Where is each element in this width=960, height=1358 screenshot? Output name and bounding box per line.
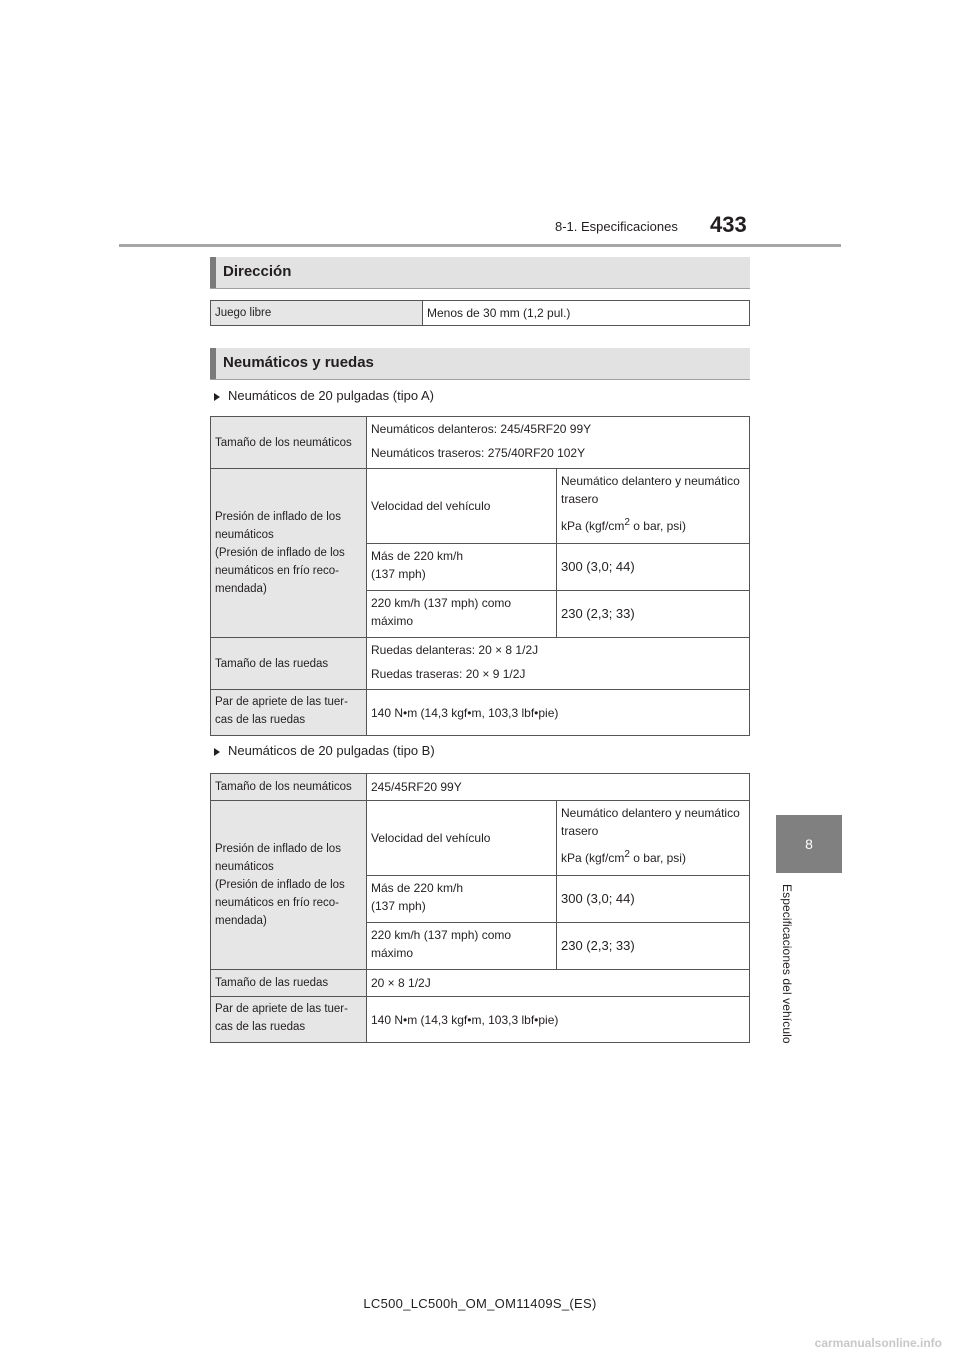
section-label: 8-1. Especificaciones (555, 219, 678, 234)
table-label-cell (211, 690, 367, 736)
torque-label-line: Par de apriete de las tuer- (215, 1003, 348, 1015)
speed-line: máximo (371, 946, 414, 960)
page-number: 433 (710, 212, 747, 237)
table-label-cell: Tamaño de los neumáticos (211, 417, 367, 469)
speed-cell (367, 876, 557, 923)
pressure-label-line: neumáticos en frío reco- (215, 897, 340, 909)
chapter-number: 8 (805, 836, 813, 852)
pressure-cell: 230 (2,3; 33) (557, 591, 750, 638)
tires-table-type-b (210, 773, 750, 1043)
table-row (211, 469, 750, 544)
pressure-label-line: Presión de inflado de los (215, 843, 341, 855)
pressure-cell: 230 (2,3; 33) (557, 923, 750, 970)
table-label-cell (211, 997, 367, 1043)
table-value-cell: 245/45RF20 99Y (367, 774, 750, 801)
table-label-cell: Juego libre (211, 301, 423, 326)
pressure-header-line: trasero (561, 492, 599, 506)
header-divider (119, 244, 841, 247)
bullet-text: Neumáticos de 20 pulgadas (tipo A) (228, 388, 434, 403)
wheel-rear: Ruedas traseras: 20 × 9 1/2J (371, 667, 526, 681)
speed-line: (137 mph) (371, 567, 426, 581)
bullet-triangle-icon (214, 393, 220, 401)
speed-cell (367, 591, 557, 638)
table-row (211, 638, 750, 690)
chapter-tab (776, 815, 842, 873)
speed-line: 220 km/h (137 mph) como (371, 596, 512, 610)
pressure-label-line: (Presión de inflado de los (215, 879, 345, 891)
table-value-cell: 20 × 8 1/2J (367, 970, 750, 997)
pressure-header-cell (557, 469, 750, 544)
heading-accent-bar (210, 348, 216, 379)
pressure-label-line: (Presión de inflado de los (215, 547, 345, 559)
table-value-cell (367, 417, 750, 469)
table-row (211, 690, 750, 736)
heading-title: Neumáticos y ruedas (223, 354, 374, 371)
heading-accent-bar (210, 257, 216, 288)
table-row (211, 801, 750, 876)
table-value-cell: Menos de 30 mm (1,2 pul.) (423, 301, 750, 326)
chapter-title: Especificaciones del vehículo (780, 884, 794, 1044)
bullet-tipo-b (214, 743, 435, 758)
pressure-label-line: neumáticos (215, 861, 274, 873)
table-row (211, 997, 750, 1043)
heading-title: Dirección (223, 263, 292, 280)
watermark: carmanualsonline.info (814, 1336, 942, 1350)
torque-label-line: cas de las ruedas (215, 1021, 306, 1033)
speed-line: Más de 220 km/h (371, 881, 464, 895)
pressure-unit: kPa ($kgf/cm^2$ o bar, psi) (561, 849, 686, 865)
pressure-label-line: neumáticos en frío reco- (215, 565, 340, 577)
pressure-header-line: Neumático delantero y neumático (561, 806, 740, 820)
tire-size-rear: Neumáticos traseros: 275/40RF20 102Y (371, 446, 586, 460)
torque-label-line: Par de apriete de las tuer- (215, 696, 348, 708)
table-label-cell: Tamaño de las ruedas (211, 638, 367, 690)
table-label-cell: Tamaño de las ruedas (211, 970, 367, 997)
torque-label-line: cas de las ruedas (215, 714, 306, 726)
speed-header-cell: Velocidad del vehículo (367, 469, 557, 544)
steering-table (210, 300, 750, 326)
speed-line: (137 mph) (371, 899, 426, 913)
tires-table-type-a (210, 416, 750, 736)
table-value-cell: 140 N•m (14,3 kgf•m, 103,3 lbf•pie) (367, 690, 750, 736)
pressure-label-line: mendada) (215, 583, 267, 595)
wheel-front: Ruedas delanteras: 20 × 8 1/2J (371, 643, 539, 657)
pressure-cell: 300 (3,0; 44) (557, 876, 750, 923)
bullet-triangle-icon (214, 748, 220, 756)
pressure-header-line: trasero (561, 824, 599, 838)
table-value-cell (367, 638, 750, 690)
section-heading-direccion (210, 257, 750, 289)
table-label-cell (211, 469, 367, 638)
speed-cell (367, 923, 557, 970)
speed-line: Más de 220 km/h (371, 549, 464, 563)
document-code: LC500_LC500h_OM_OM11409S_(ES) (363, 1296, 597, 1311)
bullet-tipo-a (214, 388, 434, 403)
pressure-label-line: mendada) (215, 915, 267, 927)
speed-cell (367, 544, 557, 591)
pressure-label-line: neumáticos (215, 529, 274, 541)
speed-line: máximo (371, 614, 414, 628)
table-row (211, 970, 750, 997)
pressure-unit: kPa ($kgf/cm^2$ o bar, psi) (561, 517, 686, 533)
bullet-text: Neumáticos de 20 pulgadas (tipo B) (228, 743, 435, 758)
table-label-cell (211, 801, 367, 970)
table-label-cell: Tamaño de los neumáticos (211, 774, 367, 801)
section-heading-neumaticos (210, 348, 750, 380)
table-row (211, 774, 750, 801)
speed-header-cell: Velocidad del vehículo (367, 801, 557, 876)
pressure-cell: 300 (3,0; 44) (557, 544, 750, 591)
table-row (211, 417, 750, 469)
pressure-header-cell (557, 801, 750, 876)
table-row (211, 301, 750, 326)
pressure-header-line: Neumático delantero y neumático (561, 474, 740, 488)
tire-size-front: Neumáticos delanteros: 245/45RF20 99Y (371, 422, 592, 436)
speed-line: 220 km/h (137 mph) como (371, 928, 512, 942)
table-value-cell: 140 N•m (14,3 kgf•m, 103,3 lbf•pie) (367, 997, 750, 1043)
pressure-label-line: Presión de inflado de los (215, 511, 341, 523)
